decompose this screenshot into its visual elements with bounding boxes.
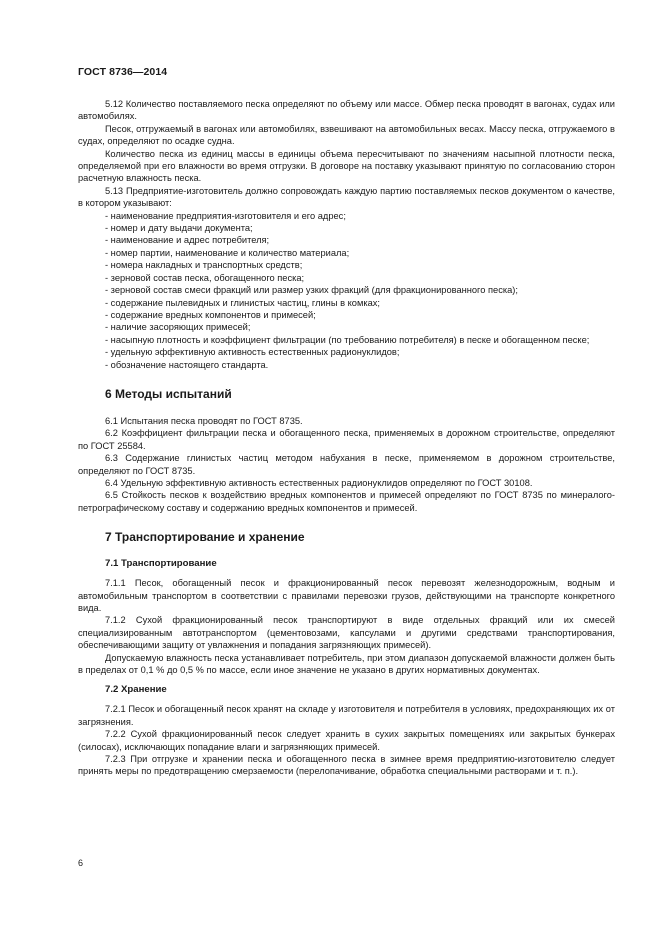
list-item: - наличие засоряющих примесей;	[105, 322, 251, 333]
list-item: - номер партии, наименование и количество материала;	[105, 247, 350, 258]
paragraph: 6.4 Удельную эффективную активность естественных радионуклидов определяют по ГОСТ 30108.	[105, 477, 533, 488]
paragraph: 6.5 Стойкость песков к воздействию вредных компонентов и примесей определяют по ГОСТ 8735 по минералого-петрографическому составу и содержанию вредных компонентов и примесей.	[78, 490, 615, 513]
standard-header: ГОСТ 8736—2014	[78, 66, 168, 78]
paragraph: Количество песка из единиц массы в единицы объема пересчитывают по значениям насыпной плотности песка, определяемой при его влажности во время отгрузки. В договоре на поставку указывают принятую по согласованию сторон расчетную влажность песка.	[78, 148, 615, 184]
clause-5-13	[78, 185, 615, 371]
subsection-7-1-body	[78, 577, 615, 676]
section-7-title: 7 Транспортирование и хранение	[105, 530, 305, 545]
paragraph: 6.3 Содержание глинистых частиц методом набухания в песке, применяемом в дорожном строительстве, определяют по ГОСТ 8735.	[78, 453, 615, 476]
list-item: - зерновой состав песка, обогащенного песка;	[105, 272, 305, 283]
subsection-7-2-body	[78, 703, 615, 777]
paragraph: 5.12 Количество поставляемого песка определяют по объему или массе. Обмер песка проводят в вагонах, судах или автомобилях.	[78, 99, 615, 122]
list-item: - насыпную плотность и коэффициент фильтрации (по требованию потребителя) в песке и обогащенном песке;	[105, 334, 590, 345]
paragraph: 7.2.2 Сухой фракционированный песок следует хранить в сухих закрытых помещениях или закрытых бункерах (силосах), исключающих попадание влаги и загрязняющих примесей.	[78, 729, 615, 752]
quality-document-list	[78, 210, 615, 371]
paragraph: 7.2.3 При отгрузке и хранении песка и обогащенного песка в зимнее время предприятию-изготовителю следует принять меры по предотвращению смерзаемости (перелопачивание, обработка специальными растворами и т. п.).	[78, 754, 615, 777]
clause-5-12	[78, 98, 615, 185]
paragraph: 7.1.1 Песок, обогащенный песок и фракционированный песок перевозят железнодорожным, водным и автомобильным транспортом в соответствии с правилами перевозки грузов, действующими на транспорте конкретного вида.	[78, 578, 615, 613]
list-item: - удельную эффективную активность естественных радионуклидов;	[105, 347, 400, 358]
paragraph: 5.13 Предприятие-изготовитель должно сопровождать каждую партию поставляемых песков документом о качестве, в котором указывают:	[78, 185, 615, 209]
paragraph: 7.1.2 Сухой фракционированный песок транспортируют в виде отдельных фракций или их смесей специализированным автотранспортом (цементовозами, капсулами и другими средствами транспортирования, обеспечивающими защиту от увлажнения и попадания загрязняющих примесей).	[78, 615, 615, 651]
section-6-title: 6 Методы испытаний	[105, 386, 232, 401]
page-number: 6	[78, 858, 84, 868]
list-item: - обозначение настоящего стандарта.	[105, 359, 269, 370]
paragraph: Допускаемую влажность песка устанавливает потребитель, при этом диапазон допускаемой влажности должен быть в пределах от 0,1 % до 0,5 % по массе, если иное значение не указано в других нормативных документах.	[78, 652, 615, 676]
list-item: - содержание пылевидных и глинистых частиц, глины в комках;	[105, 297, 381, 308]
subsection-7-2-title: 7.2 Хранение	[105, 684, 167, 696]
document-page	[78, 66, 615, 778]
list-item: - зерновой состав смеси фракций или размер узких фракций (для фракционированного песка);	[105, 285, 518, 296]
list-item: - содержание вредных компонентов и примесей;	[105, 309, 316, 320]
paragraph: 6.2 Коэффициент фильтрации песка и обогащенного песка, применяемых в дорожном строительстве, определяют по ГОСТ 25584.	[78, 428, 615, 451]
list-item: - номер и дату выдачи документа;	[105, 223, 253, 234]
list-item: - номера накладных и транспортных средств;	[105, 260, 303, 271]
paragraph: 7.2.1 Песок и обогащенный песок хранят на складе у изготовителя и потребителя в условиях, предохраняющих их от загрязнения.	[78, 704, 615, 727]
list-item: - наименование и адрес потребителя;	[105, 235, 270, 246]
section-6-body	[78, 415, 615, 514]
list-item: - наименование предприятия-изготовителя и его адрес;	[105, 210, 346, 221]
subsection-7-1-title: 7.1 Транспортирование	[105, 558, 217, 570]
paragraph: Песок, отгружаемый в вагонах или автомобилях, взвешивают на автомобильных весах. Массу песка, отгружаемого в судах, определяют по осадке судна.	[78, 123, 615, 147]
paragraph: 6.1 Испытания песка проводят по ГОСТ 8735.	[105, 415, 303, 426]
